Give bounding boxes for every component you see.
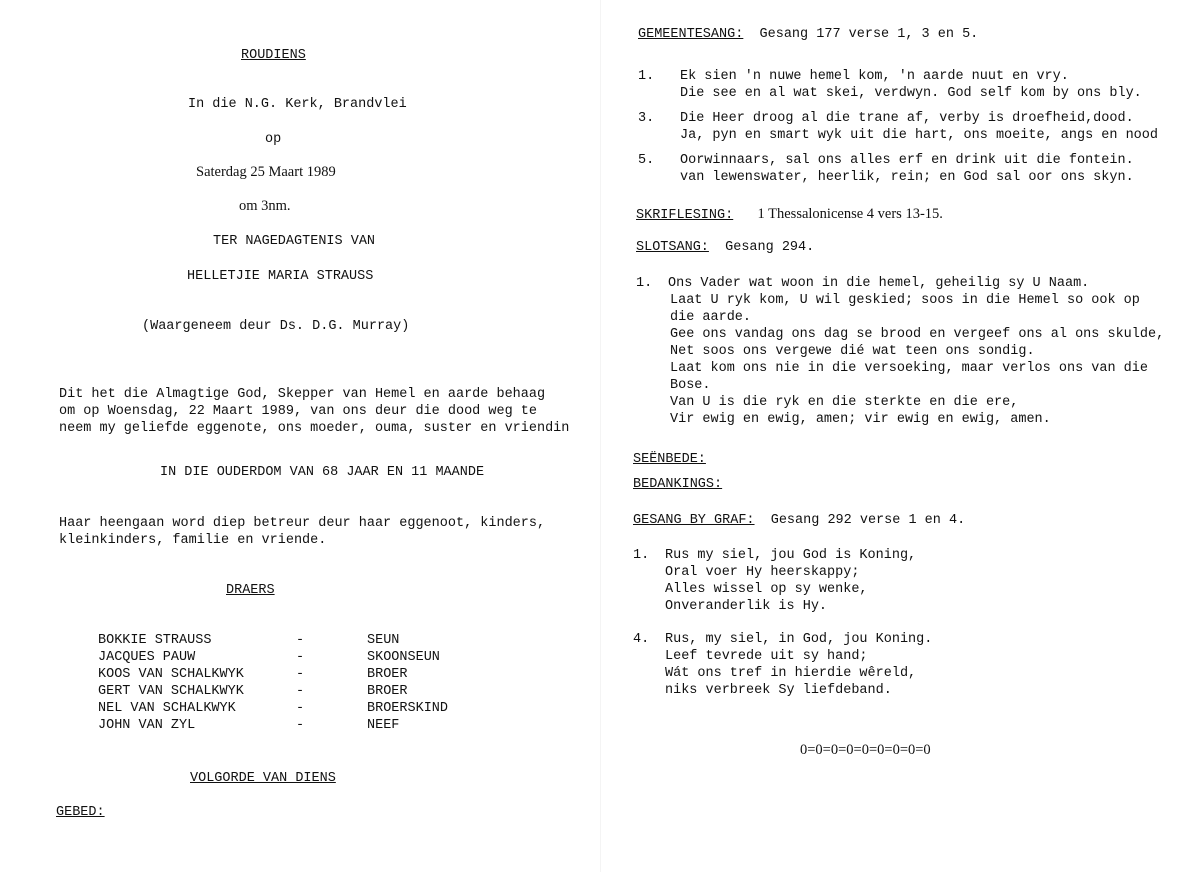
verse-line: Bose. [670, 378, 711, 393]
venue: In die N.G. Kerk, Brandvlei [188, 97, 407, 112]
verse-line: Die see en al wat skei, verdwyn. God self kom by ons bly. [680, 86, 1142, 101]
verse-number: 3. [638, 111, 655, 126]
bearer-row [0, 717, 600, 734]
mourning-line: kleinkinders, familie en vriende. [59, 533, 327, 548]
page-title: ROUDIENS [241, 48, 306, 63]
grave-header [633, 512, 965, 529]
closing-verse [636, 275, 1200, 435]
verse-line: Gee ons vandag ons dag se brood en vergeef ons al ons skulde, [670, 327, 1165, 342]
verse-number: 5. [638, 153, 655, 168]
closing-label: SLOTSANG: [636, 240, 709, 255]
bearer-dash: - [296, 718, 305, 733]
verse-line: Ja, pyn en smart wyk uit die hart, ons moeite, angs en nood [680, 128, 1158, 143]
mourning-line: Haar heengaan word diep betreur deur haar eggenoot, kinders, [59, 516, 546, 531]
hymn1-label: GEMEENTESANG: [638, 27, 744, 42]
bearer-row [0, 632, 600, 649]
verse-number: 1. [638, 69, 655, 84]
verse-line: Onveranderlik is Hy. [665, 599, 828, 614]
bearer-relation: BROERSKIND [367, 701, 449, 716]
hymn1-header [638, 26, 978, 43]
verse-line: Net soos ons vergewe dié wat teen ons sondig. [670, 344, 1035, 359]
bearer-relation: SEUN [367, 633, 400, 648]
reading-header [636, 206, 943, 224]
verse-line: Rus my siel, jou God is Koning, [665, 548, 917, 563]
bearer-relation: SKOONSEUN [367, 650, 440, 665]
mourning-text [59, 515, 545, 549]
bearer-name: BOKKIE STRAUSS [98, 633, 212, 648]
verse-line: Vir ewig en ewig, amen; vir ewig en ewig, amen. [670, 412, 1051, 427]
bearer-dash: - [296, 633, 305, 648]
reading-ref: 1 Thessalonicense 4 vers 13-15. [757, 206, 943, 222]
bearer-dash: - [296, 650, 305, 665]
order-heading: VOLGORDE VAN DIENS [190, 771, 336, 786]
verse-line: niks verbreek Sy liefdeband. [665, 683, 892, 698]
verse-line: Oral voer Hy heerskappy; [665, 565, 860, 580]
announcement [59, 386, 569, 437]
verse-line: Van U is die ryk en die sterkte en die ere, [670, 395, 1019, 410]
verse-line: Laat kom ons nie in die versoeking, maar verlos ons van die [670, 361, 1148, 376]
age-line: IN DIE OUDERDOM VAN 68 JAAR EN 11 MAANDE [160, 465, 485, 480]
verse-line: Rus, my siel, in God, jou Koning. [665, 632, 933, 647]
announcement-line: om op Woensdag, 22 Maart 1989, van ons deur die dood weg te [59, 404, 537, 419]
deceased-name: HELLETJIE MARIA STRAUSS [187, 269, 374, 284]
prayer-label: GEBED: [56, 805, 105, 820]
end-mark: 0=0=0=0=0=0=0=0=0 [800, 742, 931, 758]
announcement-line: Dit het die Almagtige God, Skepper van Hemel en aarde behaag [59, 387, 546, 402]
closing-header [636, 239, 814, 256]
bearer-row [0, 666, 600, 683]
grave-label: GESANG BY GRAF: [633, 513, 755, 528]
announcement-line: neem my geliefde eggenote, ons moeder, ouma, suster en vriendin [59, 421, 570, 436]
bearers-heading: DRAERS [226, 583, 275, 598]
verse-number: 1. [636, 276, 653, 291]
verse-line: Wát ons tref in hierdie wêreld, [665, 666, 917, 681]
service-time: om 3nm. [239, 198, 291, 214]
bearer-dash: - [296, 684, 305, 699]
bearer-relation: NEEF [367, 718, 400, 733]
verse-number: 1. [633, 548, 650, 563]
bearer-name: KOOS VAN SCHALKWYK [98, 667, 244, 682]
verse-line: Die Heer droog al die trane af, verby is droefheid,dood. [680, 111, 1134, 126]
verse-number: 4. [633, 632, 650, 647]
verse-line: Alles wissel op sy wenke, [665, 582, 868, 597]
bearer-dash: - [296, 667, 305, 682]
bearer-dash: - [296, 701, 305, 716]
service-date: Saterdag 25 Maart 1989 [196, 164, 336, 180]
verse-line: van lewenswater, heerlik, rein; en God sal oor ons skyn. [680, 170, 1134, 185]
bearer-relation: BROER [367, 667, 408, 682]
bearer-name: GERT VAN SCHALKWYK [98, 684, 244, 699]
bearer-name: JACQUES PAUW [98, 650, 196, 665]
blessing-label: SEËNBEDE: [633, 452, 706, 467]
page-fold [600, 0, 601, 872]
bearer-name: JOHN VAN ZYL [98, 718, 196, 733]
grave-ref: Gesang 292 verse 1 en 4. [770, 513, 966, 528]
bearer-name: NEL VAN SCHALKWYK [98, 701, 236, 716]
hymn1-ref: Gesang 177 verse 1, 3 en 5. [759, 27, 979, 42]
bearer-row [0, 700, 600, 717]
verse-line: Oorwinnaars, sal ons alles erf en drink uit die fontein. [680, 153, 1134, 168]
memoriam-heading: TER NAGEDAGTENIS VAN [213, 234, 376, 249]
verse-line: Ek sien 'n nuwe hemel kom, 'n aarde nuut en vry. [680, 69, 1069, 84]
op-text: op [265, 132, 282, 147]
bearer-row [0, 683, 600, 700]
bearers-list [0, 632, 600, 742]
verse-line: Laat U ryk kom, U wil geskied; soos in die Hemel so ook op [670, 293, 1140, 308]
verse-line: Leef tevrede uit sy hand; [665, 649, 868, 664]
thanks-label: BEDANKINGS: [633, 477, 723, 492]
bearer-row [0, 649, 600, 666]
verse-line: Ons Vader wat woon in die hemel, geheilig sy U Naam. [668, 276, 1090, 291]
verse-line: die aarde. [670, 310, 752, 325]
reading-label: SKRIFLESING: [636, 208, 734, 223]
closing-ref: Gesang 294. [725, 240, 815, 255]
bearer-relation: BROER [367, 684, 408, 699]
officiant: (Waargeneem deur Ds. D.G. Murray) [142, 319, 410, 334]
